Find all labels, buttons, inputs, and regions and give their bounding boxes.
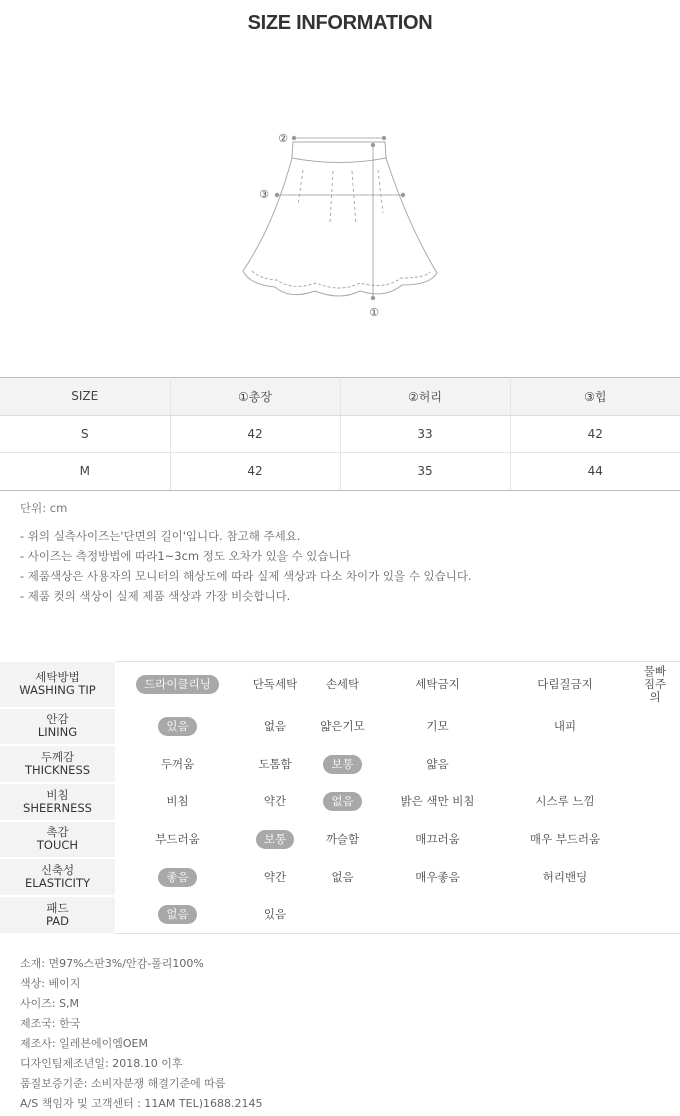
- size-header-cell: ①총장: [170, 378, 340, 416]
- fabric-option-cell: [240, 896, 310, 934]
- fabric-option: 단독세탁: [252, 677, 298, 691]
- fabric-option: 있음: [263, 907, 287, 922]
- size-cell: 35: [340, 453, 510, 491]
- size-cell: S: [0, 415, 170, 453]
- page-title: SIZE INFORMATION: [247, 12, 433, 34]
- note-item: - 사이즈는 측정방법에 따라1~3cm 정도 오차가 있을 수 있습니다: [20, 549, 351, 563]
- fabric-option-cell: [240, 662, 310, 708]
- size-cell: 44: [510, 453, 680, 491]
- fabric-option-cell: [375, 745, 500, 783]
- fabric-option-selected: 보통: [256, 830, 294, 849]
- fabric-row-label: [0, 708, 115, 746]
- note-item: - 제품색상은 사용자의 모니터의 해상도에 따라 실제 색상과 다소 차이가 있을 수 있습니다.: [20, 569, 472, 583]
- fabric-info-table: [0, 661, 680, 935]
- fabric-option-cell: [115, 858, 240, 896]
- size-table: [0, 377, 680, 491]
- fabric-option: 없음: [331, 869, 354, 884]
- size-table-row: [0, 453, 680, 491]
- fabric-row-label: [0, 662, 115, 708]
- product-info-item: 디자인팀제조년일: 2018.10 이후: [20, 1057, 183, 1070]
- fabric-row: [0, 745, 680, 783]
- product-info-item: 소재: 면97%스판3%/안감-폴리100%: [20, 957, 204, 970]
- fabric-option-cell: [500, 662, 630, 708]
- fabric-option-cell: [500, 821, 630, 859]
- fabric-option-cell: [240, 745, 310, 783]
- label-ko: 안감: [46, 712, 69, 727]
- fabric-option-cell: [500, 708, 630, 746]
- fabric-option-cell: [240, 858, 310, 896]
- label-en: WASHING TIP: [19, 683, 96, 697]
- fabric-option-cell: [500, 858, 630, 896]
- product-info-list: [20, 956, 263, 1116]
- fabric-row-label: [0, 783, 115, 821]
- product-info-item: 제조사: 일레븐에이엠OEM: [20, 1037, 148, 1050]
- fabric-option-cell: [500, 783, 630, 821]
- fabric-option-cell: [375, 821, 500, 859]
- fabric-option: 기모: [426, 718, 449, 733]
- fabric-option: 매우 부드러움: [529, 831, 601, 846]
- product-info-item: 품질보증기준: 소비자분쟁 해결기준에 따름: [20, 1077, 226, 1090]
- fabric-option-cell: [375, 708, 500, 746]
- label-ko: 비침: [46, 787, 69, 802]
- product-info-item: A/S 책임자 및 고객센터 : 11AM TEL)1688.2145: [20, 1097, 263, 1110]
- fabric-option-cell: [310, 896, 375, 934]
- note-item: - 제품 컷의 색상이 실제 제품 색상과 가장 비슷합니다.: [20, 589, 291, 603]
- fabric-option-cell: [115, 821, 240, 859]
- label-ko: 촉감: [46, 825, 69, 840]
- fabric-option-cell: [115, 662, 240, 708]
- fabric-option-cell: [630, 858, 680, 896]
- label-ko: 신축성: [40, 863, 75, 878]
- label-ko: 세탁방법: [35, 670, 80, 684]
- fabric-option-selected: 드라이클리닝: [136, 675, 219, 694]
- fabric-option: 밝은 색만 비침: [400, 794, 475, 809]
- fabric-option-cell: [310, 662, 375, 708]
- fabric-option: 다림질금지: [537, 677, 593, 691]
- fabric-option: 얇은기모: [320, 718, 365, 733]
- fabric-option-selected: 없음: [158, 905, 196, 924]
- fabric-option-cell: [115, 745, 240, 783]
- skirt-diagram: [230, 125, 450, 325]
- fabric-option-cell: [630, 708, 680, 746]
- fabric-option-cell: [240, 821, 310, 859]
- label-en: PAD: [46, 913, 69, 928]
- size-cell: 42: [170, 453, 340, 491]
- label-ko: 두께감: [40, 750, 75, 765]
- size-cell: 33: [340, 415, 510, 453]
- fabric-option-cell: [310, 783, 375, 821]
- product-info-item: 색상: 베이지: [20, 977, 81, 990]
- size-cell: 42: [510, 415, 680, 453]
- fabric-option-cell: [115, 896, 240, 934]
- fabric-option-cell: [630, 783, 680, 821]
- fabric-row: [0, 858, 680, 896]
- label-en: LINING: [37, 725, 78, 740]
- fabric-row: [0, 708, 680, 746]
- fabric-option-cell: [375, 858, 500, 896]
- fabric-option-cell: [500, 896, 630, 934]
- fabric-option-cell: [500, 745, 630, 783]
- fabric-option-cell: [310, 858, 375, 896]
- fabric-option-cell: [310, 708, 375, 746]
- fabric-option-cell: [375, 662, 500, 708]
- fabric-option-cell: [375, 896, 500, 934]
- fabric-row-label: [0, 896, 115, 934]
- fabric-option-cell: [630, 821, 680, 859]
- notes-list: [20, 528, 472, 608]
- label-en: TOUCH: [36, 838, 79, 853]
- fabric-option-cell: [630, 896, 680, 934]
- fabric-option-cell: [630, 745, 680, 783]
- fabric-option: 시스루 느낌: [535, 794, 595, 809]
- fabric-option: 매끄러움: [415, 831, 460, 846]
- size-header-cell: SIZE: [0, 378, 170, 416]
- hip-marker: ③: [259, 188, 269, 201]
- fabric-option-cell: [310, 821, 375, 859]
- fabric-row-label: [0, 858, 115, 896]
- fabric-option: 내피: [553, 718, 577, 733]
- fabric-option: 두꺼움: [160, 756, 195, 771]
- fabric-option-cell: [310, 745, 375, 783]
- label-en: ELASTICITY: [25, 876, 90, 891]
- fabric-option: 약간: [263, 794, 287, 809]
- length-marker: ①: [369, 306, 379, 319]
- fabric-option-cell: [375, 783, 500, 821]
- size-table-row: [0, 415, 680, 453]
- fabric-option-selected: 좋음: [158, 868, 196, 887]
- unit-label: 단위: cm: [20, 501, 68, 515]
- fabric-option-cell: [115, 708, 240, 746]
- fabric-row: [0, 662, 680, 708]
- fabric-row: [0, 896, 680, 934]
- fabric-option-selected: 보통: [323, 755, 361, 774]
- fabric-option-selected: 있음: [158, 717, 196, 736]
- note-item: - 위의 실측사이즈는'단면의 길이'입니다. 참고해 주세요.: [20, 529, 301, 543]
- size-header-cell: ③힙: [510, 378, 680, 416]
- fabric-option: 허리밴딩: [542, 869, 588, 884]
- size-header-cell: ②허리: [340, 378, 510, 416]
- fabric-option: 세탁금지: [415, 677, 460, 691]
- product-info-item: 제조국: 한국: [20, 1017, 81, 1030]
- fabric-option: 매우좋음: [415, 869, 460, 884]
- fabric-option-cell: [630, 662, 680, 708]
- fabric-option: 손세탁: [325, 677, 360, 691]
- product-info-item: 사이즈: S,M: [20, 997, 80, 1010]
- fabric-option: 도톰함: [258, 756, 292, 771]
- fabric-option: 비침: [166, 794, 189, 809]
- fabric-option: 없음: [263, 718, 287, 733]
- fabric-option: 물빠짐주의: [643, 664, 667, 704]
- fabric-row: [0, 821, 680, 859]
- fabric-option: 까슬함: [325, 831, 360, 846]
- label-en: SHEERNESS: [23, 800, 92, 815]
- fabric-row: [0, 783, 680, 821]
- fabric-option-cell: [240, 708, 310, 746]
- fabric-option: 얇음: [426, 756, 449, 771]
- fabric-row-label: [0, 745, 115, 783]
- label-en: THICKNESS: [24, 763, 91, 778]
- fabric-option-cell: [240, 783, 310, 821]
- size-cell: 42: [170, 415, 340, 453]
- fabric-option-selected: 없음: [323, 792, 361, 811]
- label-ko: 패드: [46, 900, 69, 915]
- size-table-header: [0, 378, 680, 416]
- fabric-option: 약간: [263, 869, 287, 884]
- fabric-row-label: [0, 821, 115, 859]
- size-cell: M: [0, 453, 170, 491]
- fabric-option-cell: [115, 783, 240, 821]
- fabric-option: 부드러움: [155, 831, 200, 846]
- waist-marker: ②: [278, 132, 288, 145]
